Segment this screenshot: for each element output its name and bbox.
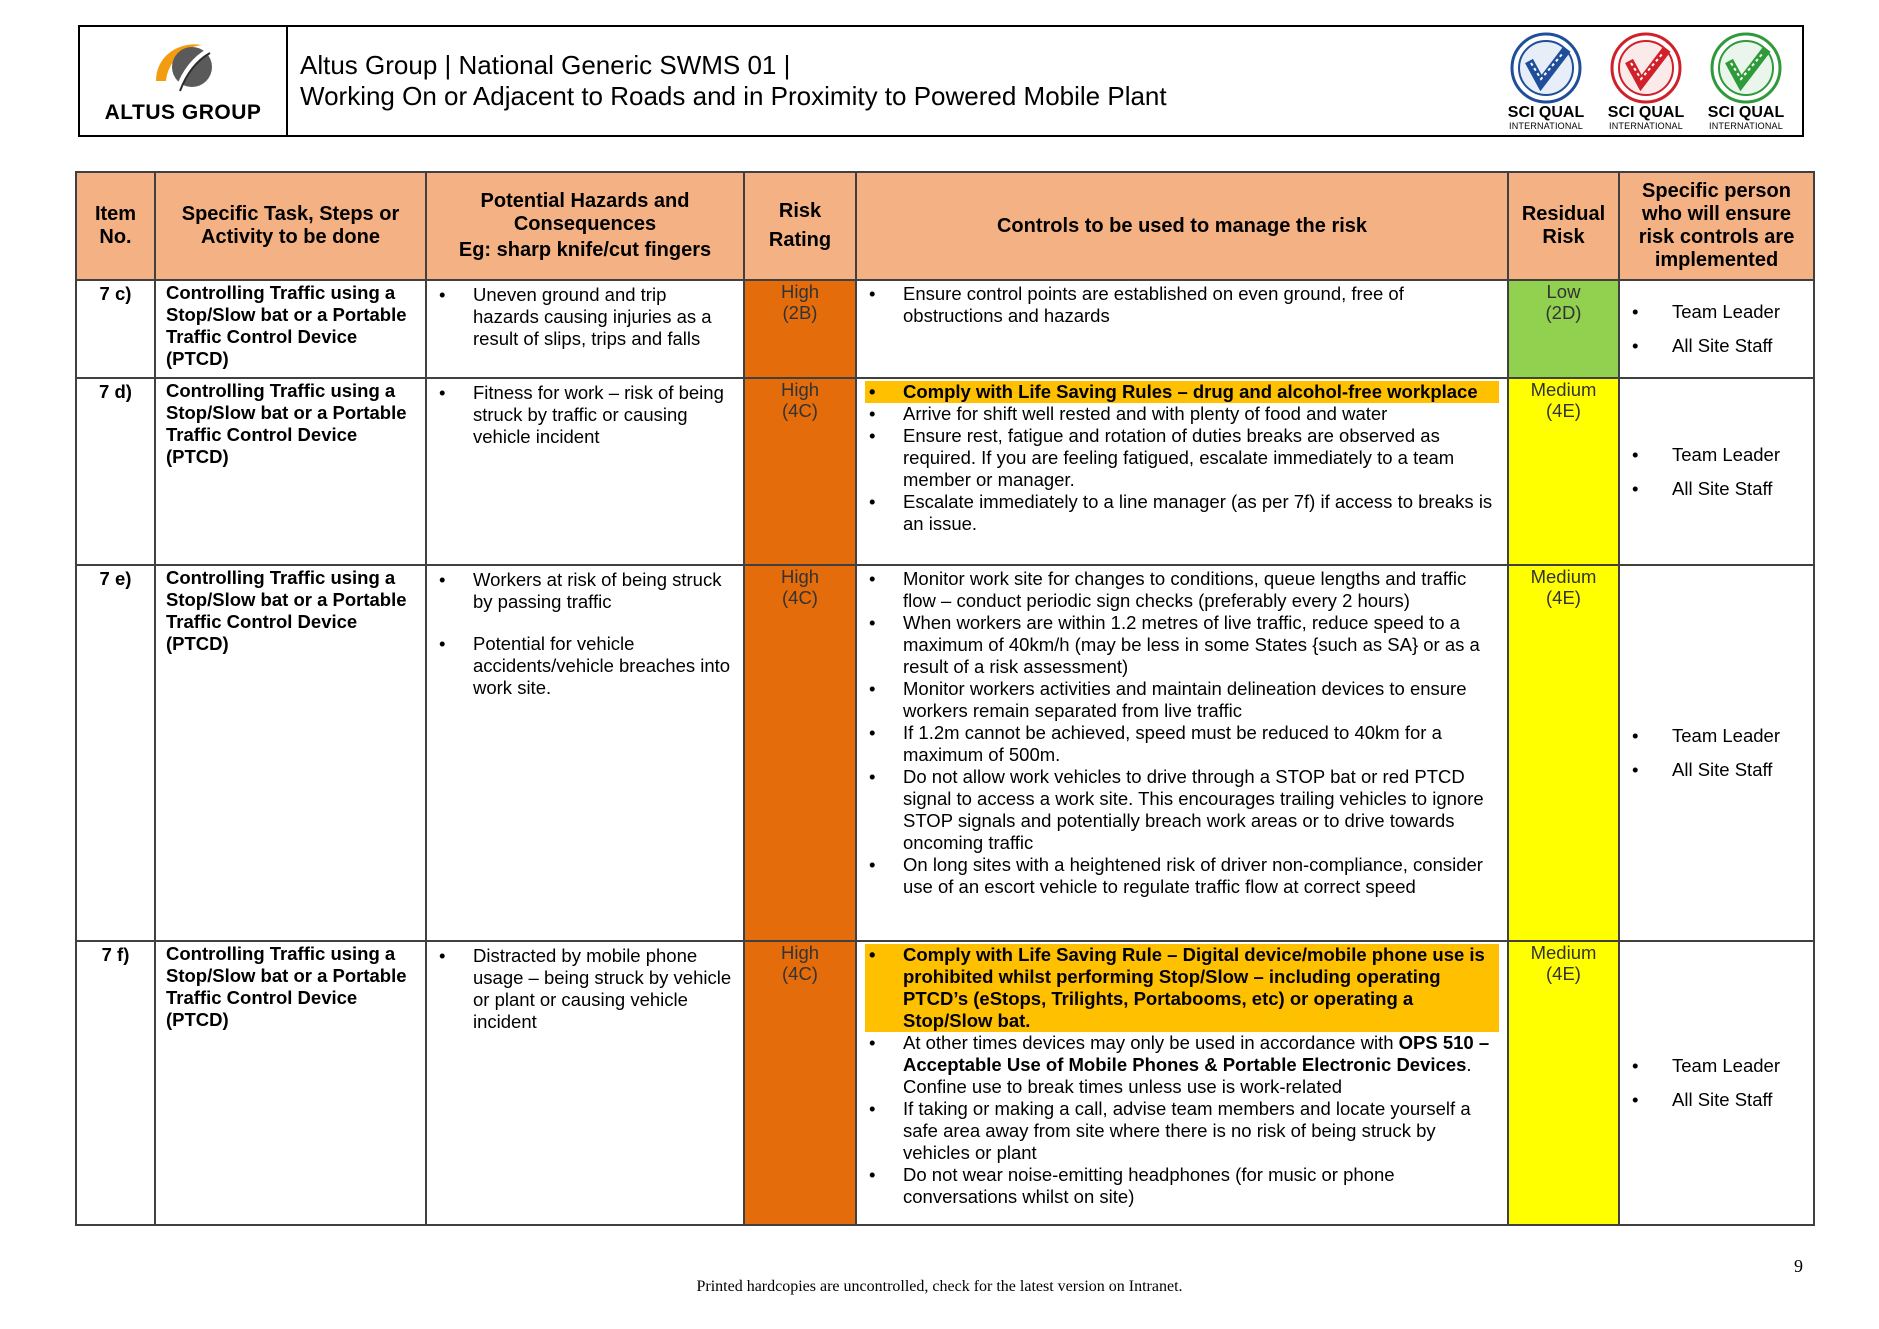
residual-risk: Medium (4E) — [1508, 378, 1619, 565]
item-number: 7 c) — [76, 280, 155, 378]
person-item: • All Site Staff — [1620, 335, 1813, 357]
title-line-1: Altus Group | National Generic SWMS 01 | — [300, 50, 791, 80]
header-task: Specific Task, Steps or Activity to be done — [155, 172, 426, 280]
cert-name: SCI QUAL — [1507, 104, 1585, 121]
control-item: • Ensure control points are established on even ground, free of obstructions and hazards — [861, 283, 1499, 327]
hazard-item: • Workers at risk of being struck by passing traffic — [431, 569, 735, 613]
control-item-ops510: • At other times devices may only be used in accordance with OPS 510 – Acceptable Use of Mobile Phones & Portable Electronic Devices. Confine use to break times unless use is work-related — [861, 1032, 1499, 1098]
task-description: Controlling Traffic using a Stop/Slow bat or a Portable Traffic Control Device (PTCD) — [155, 941, 426, 1225]
title-line-2: Working On or Adjacent to Roads and in Proximity to Powered Mobile Plant — [300, 81, 1167, 111]
cert-badge-red — [1603, 31, 1689, 131]
controls-cell — [856, 378, 1508, 565]
residual-risk: Medium (4E) — [1508, 941, 1619, 1225]
logo-text: ALTUS GROUP — [104, 101, 262, 124]
item-number: 7 d) — [76, 378, 155, 565]
controls-cell — [856, 565, 1508, 941]
responsible-persons — [1619, 378, 1814, 565]
header-controls: Controls to be used to manage the risk — [856, 172, 1508, 280]
control-item: • When workers are within 1.2 metres of live traffic, reduce speed to a maximum of 40km/h (may be less in some States {such as SA} or as a result of a risk assessment) — [861, 612, 1499, 678]
person-item: • Team Leader — [1620, 1055, 1813, 1077]
cert-badge-green — [1703, 31, 1789, 131]
controls-cell — [856, 280, 1508, 378]
table-row — [76, 941, 1814, 1225]
control-item: • Arrive for shift well rested and with plenty of food and water — [861, 403, 1499, 425]
cert-sub: INTERNATIONAL — [1609, 121, 1683, 131]
hazards-cell — [426, 280, 744, 378]
hazard-item: • Distracted by mobile phone usage – being struck by vehicle or plant or causing vehicle incident — [431, 945, 735, 1033]
hazard-item: • Fitness for work – risk of being struck by traffic or causing vehicle incident — [431, 382, 735, 448]
table-row — [76, 565, 1814, 941]
cert-name: SCI QUAL — [1707, 104, 1785, 121]
control-item: • Do not wear noise-emitting headphones (for music or phone conversations whilst on site) — [861, 1164, 1499, 1208]
life-saving-rule-highlight: • Comply with Life Saving Rules – drug and alcohol-free workplace — [865, 381, 1499, 403]
header-risk-rating: Risk Rating — [744, 172, 856, 280]
table-row — [76, 280, 1814, 378]
hazard-item: • Uneven ground and trip hazards causing injuries as a result of slips, trips and falls — [431, 284, 735, 350]
person-item: • Team Leader — [1620, 725, 1813, 747]
cert-sub: INTERNATIONAL — [1709, 121, 1783, 131]
hazard-item: • Potential for vehicle accidents/vehicle breaches into work site. — [431, 633, 735, 699]
control-item: • Do not allow work vehicles to drive through a STOP bat or red PTCD signal to access a work site. This encourages trailing vehicles to ignore STOP signals and potentially breach work areas or to drive towards oncoming traffic — [861, 766, 1499, 854]
responsible-persons — [1619, 565, 1814, 941]
task-description: Controlling Traffic using a Stop/Slow bat or a Portable Traffic Control Device (PTCD) — [155, 565, 426, 941]
risk-rating: High (4C) — [744, 378, 856, 565]
control-item: • Monitor work site for changes to conditions, queue lengths and traffic flow – conduct periodic sign checks (preferably every 2 hours) — [861, 568, 1499, 612]
page-number: 9 — [1794, 1256, 1803, 1276]
control-item: • If 1.2m cannot be achieved, speed must be reduced to 40km for a maximum of 500m. — [861, 722, 1499, 766]
cert-name: SCI QUAL — [1607, 104, 1685, 121]
risk-rating: High (4C) — [744, 565, 856, 941]
control-item: • If taking or making a call, advise team members and locate yourself a safe area away from site where there is no risk of being struck by vehicles or plant — [861, 1098, 1499, 1164]
control-item: • Ensure rest, fatigue and rotation of duties breaks are observed as required. If you are feeling fatigued, escalate immediately to a team member or manager. — [861, 425, 1499, 491]
company-logo — [80, 27, 288, 135]
residual-risk: Medium (4E) — [1508, 565, 1619, 941]
controls-cell — [856, 941, 1508, 1225]
document-header — [78, 25, 1804, 137]
task-description: Controlling Traffic using a Stop/Slow bat or a Portable Traffic Control Device (PTCD) — [155, 378, 426, 565]
person-item: • Team Leader — [1620, 301, 1813, 323]
item-number: 7 f) — [76, 941, 155, 1225]
control-item: • Monitor workers activities and maintain delineation devices to ensure workers remain separated from live traffic — [861, 678, 1499, 722]
life-saving-rule-highlight: • Comply with Life Saving Rule – Digital device/mobile phone use is prohibited whilst performing Stop/Slow – including operating PTCD’s (eStops, Trilights, Portabooms, etc) or operating a Stop/Slow bat. — [865, 944, 1499, 1032]
risk-rating: High (2B) — [744, 280, 856, 378]
table-header-row — [76, 172, 1814, 280]
altus-logo-icon — [150, 37, 216, 95]
cert-badge-blue — [1503, 31, 1589, 131]
hazards-cell — [426, 378, 744, 565]
control-item: • Escalate immediately to a line manager (as per 7f) if access to breaks is an issue. — [861, 491, 1499, 535]
header-hazards: Potential Hazards and Consequences Eg: sharp knife/cut fingers — [426, 172, 744, 280]
cert-sub: INTERNATIONAL — [1509, 121, 1583, 131]
cert-red-icon — [1603, 31, 1689, 105]
task-description: Controlling Traffic using a Stop/Slow bat or a Portable Traffic Control Device (PTCD) — [155, 280, 426, 378]
footer-note: Printed hardcopies are uncontrolled, check for the latest version on Intranet. — [696, 1278, 1183, 1295]
person-item: • Team Leader — [1620, 444, 1813, 466]
control-item: • On long sites with a heightened risk of driver non-compliance, consider use of an escort vehicle to regulate traffic flow at correct speed — [861, 854, 1499, 898]
person-item: • All Site Staff — [1620, 1089, 1813, 1111]
hazards-cell — [426, 941, 744, 1225]
hazards-cell — [426, 565, 744, 941]
document-title — [288, 27, 1496, 135]
header-residual-risk: Residual Risk — [1508, 172, 1619, 280]
swms-table — [75, 171, 1815, 1226]
residual-risk: Low (2D) — [1508, 280, 1619, 378]
header-responsible-person: Specific person who will ensure risk controls are implemented — [1619, 172, 1814, 280]
responsible-persons — [1619, 941, 1814, 1225]
item-number: 7 e) — [76, 565, 155, 941]
responsible-persons — [1619, 280, 1814, 378]
cert-green-icon — [1703, 31, 1789, 105]
cert-blue-icon — [1503, 31, 1589, 105]
table-row — [76, 378, 1814, 565]
header-item-no: Item No. — [76, 172, 155, 280]
certification-logos — [1496, 27, 1802, 135]
person-item: • All Site Staff — [1620, 478, 1813, 500]
risk-rating: High (4C) — [744, 941, 856, 1225]
person-item: • All Site Staff — [1620, 759, 1813, 781]
